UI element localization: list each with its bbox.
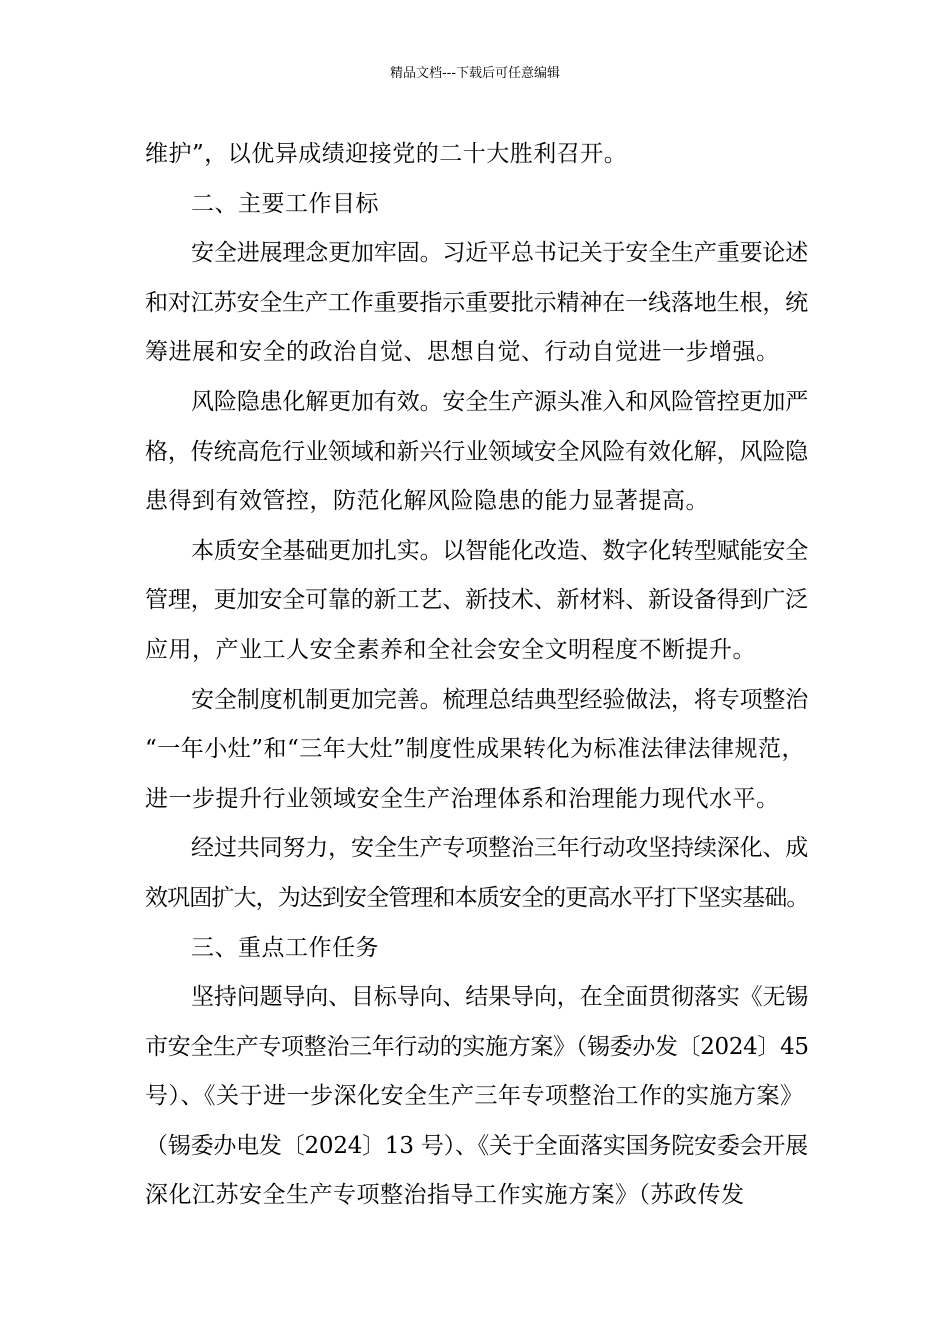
paragraph-first-line: 安全进展理念更加牢固。习近平总书记关于安全生产重要论述 (191, 240, 809, 267)
page-header: 精品文档---下载后可任意编辑 (389, 66, 561, 81)
paragraph-line: 患得到有效管控，防范化解风险隐患的能力显著提高。 (145, 488, 709, 515)
paragraph-line: 筹进展和安全的政治自觉、思想自觉、行动自觉进一步增强。 (145, 339, 780, 366)
paragraph-first-line: 坚持问题导向、目标导向、结果导向，在全面贯彻落实《无锡 (191, 984, 809, 1011)
paragraph-line: 应用，产业工人安全素养和全社会安全文明程度不断提升。 (145, 636, 756, 663)
paragraph-line: 和对江苏安全生产工作重要指示重要批示精神在一线落地生根，统 (145, 289, 809, 316)
paragraph-line: 维护”，以优异成绩迎接党的二十大胜利召开。 (145, 141, 628, 167)
paragraph-line: “一年小灶”和“三年大灶”制度性成果转化为标准法律法律规范， (145, 736, 806, 763)
paragraph-first-line: 二、主要工作目标 (191, 190, 379, 217)
paragraph-line: 效巩固扩大，为达到安全管理和本质安全的更高水平打下坚实基础。 (145, 884, 809, 911)
paragraph-first-line: 三、重点工作任务 (191, 934, 379, 961)
paragraph-line: 市安全生产专项整治三年行动的实施方案》（锡委办发〔2024〕45 (145, 1033, 809, 1060)
paragraph-first-line: 风险隐患化解更加有效。安全生产源头准入和风险管控更加严 (191, 388, 809, 415)
paragraph-first-line: 安全制度机制更加完善。梳理总结典型经验做法，将专项整治 (191, 686, 809, 713)
paragraph-line: 深化江苏安全生产专项整治指导工作实施方案》（苏政传发 (145, 1182, 745, 1209)
paragraph-first-line: 经过共同努力，安全生产专项整治三年行动攻坚持续深化、成 (191, 835, 809, 862)
document-body (145, 130, 810, 1221)
paragraph-line: 管理，更加安全可靠的新工艺、新技术、新材料、新设备得到广泛 (145, 587, 809, 614)
paragraph-line: 进一步提升行业领域安全生产治理体系和治理能力现代水平。 (145, 785, 780, 812)
paragraph-line: 格，传统高危行业领域和新兴行业领域安全风险有效化解，风险隐 (145, 438, 809, 465)
paragraph-line: （锡委办电发〔2024〕13 号）、《关于全面落实国务院安委会开展 (145, 1132, 808, 1159)
paragraph-first-line: 本质安全基础更加扎实。以智能化改造、数字化转型赋能安全 (191, 537, 809, 564)
paragraph-line: 号）、《关于进一步深化安全生产三年专项整治工作的实施方案》 (145, 1083, 804, 1110)
